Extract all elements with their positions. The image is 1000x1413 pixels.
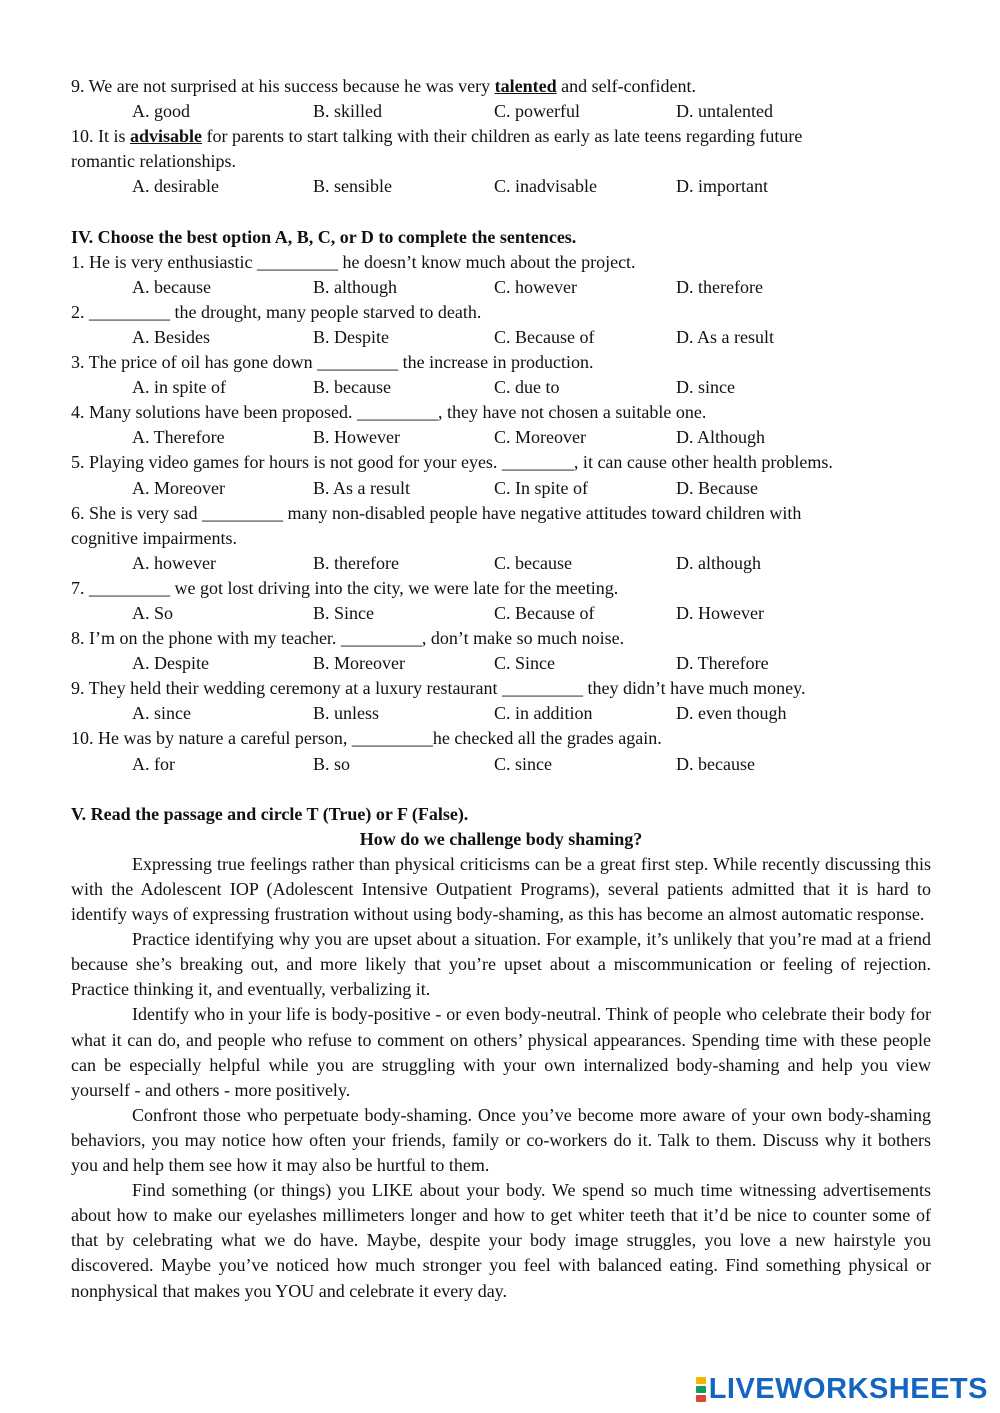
q4-7 — [71, 576, 931, 626]
option-a[interactable]: A. Therefore — [132, 427, 225, 448]
question-text: 10. He was by nature a careful person, _________he checked all the grades again. — [71, 728, 662, 749]
option-c[interactable]: C. however — [494, 276, 577, 297]
passage-paragraph-5: Find something (or things) you LIKE about your body. We spend so much time witnessing advertisements about how to make our eyelashes millimeters longer and how to get whiter teeth that it’d be nice to counter some of that by celebrating what we do have. Maybe, despite your body image struggles, you love a new hairstyle you discovered. Maybe you’ve noticed how much stronger you feel with balanced eating. Find something physical or nonphysical that makes you YOU and celebrate it every day. — [71, 1180, 931, 1301]
option-d[interactable]: D. important — [676, 176, 768, 197]
option-a[interactable]: A. since — [132, 703, 191, 724]
option-c[interactable]: C. in addition — [494, 703, 593, 724]
liveworksheets-logo — [696, 1374, 988, 1404]
q4-2 — [71, 300, 931, 350]
option-b[interactable]: B. sensible — [313, 176, 392, 197]
option-b[interactable]: B. As a result — [313, 477, 410, 498]
option-d[interactable]: D. even though — [676, 703, 787, 724]
logo-mark-stripe — [696, 1386, 706, 1393]
passage-paragraph-2: Practice identifying why you are upset about a situation. For example, it’s unlikely that you’re mad at a friend because she’s breaking out, and more likely that you’re upset about a miscommunication or feeling of rejection. Practice thinking it, and eventually, verbalizing it. — [71, 929, 931, 1000]
option-d[interactable]: D. Because — [676, 477, 758, 498]
question-text: 2. _________ the drought, many people starved to death. — [71, 301, 482, 322]
option-d[interactable]: D. As a result — [676, 326, 774, 347]
option-d[interactable]: D. However — [676, 602, 764, 623]
q4-3 — [71, 350, 931, 400]
option-c[interactable]: C. since — [494, 753, 552, 774]
option-a[interactable]: A. because — [132, 276, 211, 297]
option-a[interactable]: A. Despite — [132, 653, 209, 674]
option-d[interactable]: D. Although — [676, 427, 766, 448]
option-c[interactable]: C. In spite of — [494, 477, 588, 498]
option-a[interactable]: A. good — [132, 101, 190, 122]
option-b[interactable]: B. skilled — [313, 101, 383, 122]
highlighted-word: talented — [494, 76, 557, 96]
question-text-start: 9. We are not surprised at his success because he was very — [71, 76, 495, 96]
q4-10 — [71, 726, 931, 776]
option-b[interactable]: B. However — [313, 427, 400, 448]
q4-9 — [71, 676, 931, 726]
options-row — [71, 551, 931, 576]
question-text — [71, 74, 931, 99]
section-4-heading: IV. Choose the best option A, B, C, or D to complete the sentences. — [71, 226, 577, 247]
option-a[interactable]: A. Moreover — [132, 477, 225, 498]
logo-mark-icon — [696, 1376, 706, 1403]
logo-mark-stripe — [696, 1377, 706, 1384]
options-row — [71, 174, 931, 199]
section-4-questions — [71, 250, 931, 777]
option-c[interactable]: C. inadvisable — [494, 176, 597, 197]
q4-4 — [71, 400, 931, 450]
option-c[interactable]: C. powerful — [494, 101, 580, 122]
passage — [71, 852, 931, 1304]
option-d[interactable]: D. untalented — [676, 101, 773, 122]
option-c[interactable]: C. because — [494, 552, 572, 573]
passage-paragraph-4: Confront those who perpetuate body-shaming. Once you’ve become more aware of your own body-shaming behaviors, you may notice how often your friends, family or co-workers do it. Talk to them. Discuss why it bothers you and help them see how it may also be hurtful to them. — [71, 1104, 931, 1176]
q4-6 — [71, 501, 931, 576]
option-b[interactable]: B. although — [313, 276, 397, 297]
question-text-end: and self-confident. — [556, 76, 697, 96]
question-text: 3. The price of oil has gone down _________ the increase in production. — [71, 352, 594, 373]
q3-9 — [71, 74, 931, 124]
question-text: 6. She is very sad _________ many non-disabled people have negative attitudes toward children with — [71, 502, 802, 523]
options-row — [71, 651, 931, 676]
option-b[interactable]: B. so — [313, 753, 351, 774]
option-a[interactable]: A. however — [132, 552, 216, 573]
question-text-start: 10. It is — [71, 126, 131, 147]
options-row — [71, 275, 931, 300]
option-c[interactable]: C. Since — [494, 653, 555, 674]
option-d[interactable]: D. therefore — [676, 276, 763, 297]
option-c[interactable]: C. Moreover — [494, 427, 586, 448]
options-row — [71, 476, 931, 501]
logo-text: LIVEWORKSHEETS — [708, 1372, 988, 1405]
question-text: 5. Playing video games for hours is not good for your eyes. ________, it can cause other health problems. — [71, 452, 833, 473]
question-text — [71, 124, 931, 149]
question-text: 1. He is very enthusiastic _________ he doesn’t know much about the project. — [71, 251, 636, 272]
worksheet-page — [71, 74, 931, 1304]
option-d[interactable]: D. because — [676, 753, 755, 774]
options-row — [71, 325, 931, 350]
option-b[interactable]: B. Since — [313, 602, 374, 623]
options-row — [71, 375, 931, 400]
option-b[interactable]: B. because — [313, 377, 391, 398]
option-d[interactable]: D. although — [676, 552, 761, 573]
option-b[interactable]: B. therefore — [313, 552, 399, 573]
highlighted-word: advisable — [130, 126, 203, 147]
spacer — [71, 777, 931, 802]
question-text-end: for parents to start talking with their children as early as late teens regarding future — [202, 126, 803, 147]
q4-5 — [71, 450, 931, 500]
option-c[interactable]: C. due to — [494, 377, 560, 398]
option-c[interactable]: C. Because of — [494, 602, 595, 623]
question-text-continued: cognitive impairments. — [71, 527, 237, 548]
passage-title: How do we challenge body shaming? — [359, 828, 643, 849]
logo-mark-stripe — [696, 1395, 706, 1402]
option-a[interactable]: A. So — [132, 602, 174, 623]
q4-8 — [71, 626, 931, 676]
option-d[interactable]: D. Therefore — [676, 653, 769, 674]
spacer — [71, 199, 931, 224]
section-5-heading: V. Read the passage and circle T (True) or F (False). — [71, 803, 469, 824]
option-b[interactable]: B. Moreover — [313, 653, 405, 674]
option-a[interactable]: A. Besides — [132, 326, 210, 347]
q4-1 — [71, 250, 931, 300]
options-row — [71, 601, 931, 626]
question-text: 9. They held their wedding ceremony at a luxury restaurant _________ they didn’t have much money. — [71, 678, 806, 699]
option-b[interactable]: B. Despite — [313, 326, 389, 347]
question-text-continued: romantic relationships. — [71, 151, 236, 172]
options-row — [71, 425, 931, 450]
passage-paragraph-1: Expressing true feelings rather than physical criticisms can be a great first step. While recently discussing this with the Adolescent IOP (Adolescent Intensive Outpatient Programs), several patients admitted that it is hard to identify ways of expressing frustration without using body-shaming, as this has become an almost automatic response. — [71, 853, 931, 925]
question-text: 7. _________ we got lost driving into the city, we were late for the meeting. — [71, 577, 619, 598]
question-text: 8. I’m on the phone with my teacher. _________, don’t make so much noise. — [71, 628, 625, 649]
question-text: 4. Many solutions have been proposed. _________, they have not chosen a suitable one. — [71, 402, 707, 423]
option-b[interactable]: B. unless — [313, 703, 380, 724]
option-c[interactable]: C. Because of — [494, 326, 595, 347]
option-a[interactable]: A. desirable — [132, 176, 219, 197]
passage-paragraph-3: Identify who in your life is body-positive - or even body-neutral. Think of people who celebrate their body for what it can do, and people who refuse to comment on others’ physical appearances. Spending time with these people can be especially helpful while you are struggling with your own internalized body-shaming and help you view yourself - and others - more positively. — [71, 1004, 931, 1100]
q3-10 — [71, 124, 931, 199]
options-row — [71, 752, 931, 777]
option-d[interactable]: D. since — [676, 377, 735, 398]
options-row — [71, 701, 931, 726]
options-row — [71, 99, 931, 124]
option-a[interactable]: A. for — [132, 753, 175, 774]
option-a[interactable]: A. in spite of — [132, 377, 226, 398]
